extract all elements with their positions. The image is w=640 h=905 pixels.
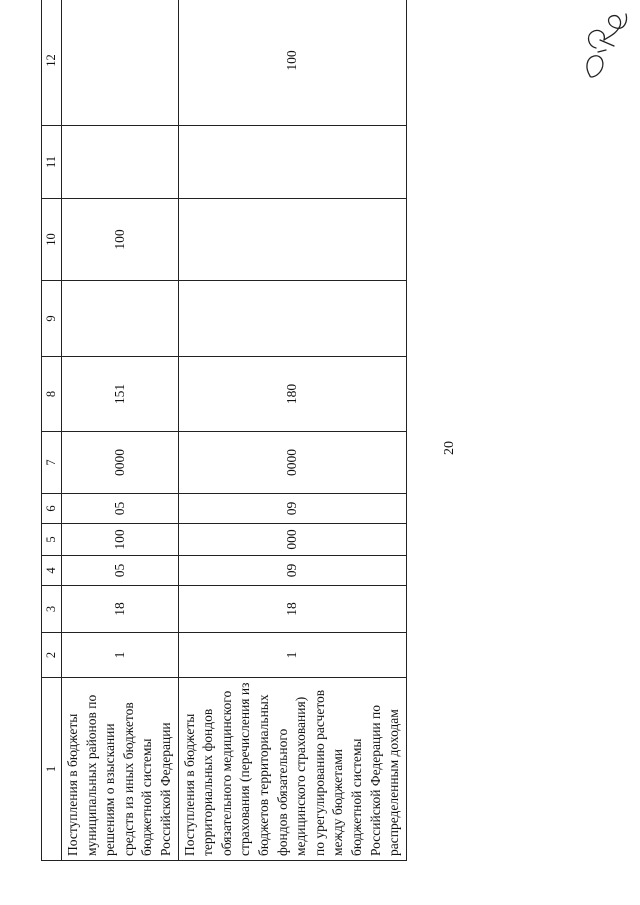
table-cell: 0000 — [62, 432, 179, 494]
table-cell — [178, 199, 406, 281]
col-header: 1 — [42, 678, 62, 861]
table-cell: 09 — [178, 556, 406, 586]
col-header: 7 — [42, 432, 62, 494]
col-header: 11 — [42, 126, 62, 199]
table-cell: 1 — [62, 633, 179, 678]
col-header: 6 — [42, 494, 62, 524]
col-header: 5 — [42, 524, 62, 556]
table-cell — [62, 281, 179, 357]
col-header: 4 — [42, 556, 62, 586]
col-header: 9 — [42, 281, 62, 357]
table-cell — [62, 0, 179, 126]
row-description: Поступления в бюджеты муниципальных районов по решениям о взыскании средств из иных бюджетов бюджетной системы Российской Федерации — [62, 678, 179, 861]
table-cell: 100 — [178, 0, 406, 126]
table-cell: 100 — [62, 199, 179, 281]
row-description: Поступления в бюджеты территориальных фондов обязательного медицинского страхования (перечисления из бюджетов территориальных фондов обязательного медицинского страхования) по урегулированию расчетов между бюджетами бюджетной системы Российской Федерации по распределенным доходам — [178, 678, 406, 861]
table-cell: 0000 — [178, 432, 406, 494]
col-header: 10 — [42, 199, 62, 281]
table-cell: 18 — [178, 586, 406, 633]
rotated-sheet — [41, 0, 402, 861]
table-cell: 09 — [178, 494, 406, 524]
page-number: 20 — [442, 441, 457, 455]
col-header: 8 — [42, 357, 62, 432]
table-row — [178, 0, 406, 861]
handwritten-signature — [576, 6, 636, 82]
col-header: 2 — [42, 633, 62, 678]
col-header: 12 — [42, 0, 62, 126]
table-cell — [178, 281, 406, 357]
table-cell: 100 — [62, 524, 179, 556]
table-row — [62, 0, 179, 861]
table-cell: 1 — [178, 633, 406, 678]
table-cell: 180 — [178, 357, 406, 432]
table-cell — [62, 126, 179, 199]
table-cell: 151 — [62, 357, 179, 432]
table-cell: 000 — [178, 524, 406, 556]
table-cell: 05 — [62, 556, 179, 586]
header-row — [42, 0, 62, 861]
budget-table — [41, 0, 407, 861]
table-cell: 18 — [62, 586, 179, 633]
table-cell — [178, 126, 406, 199]
col-header: 3 — [42, 586, 62, 633]
table-cell: 05 — [62, 494, 179, 524]
